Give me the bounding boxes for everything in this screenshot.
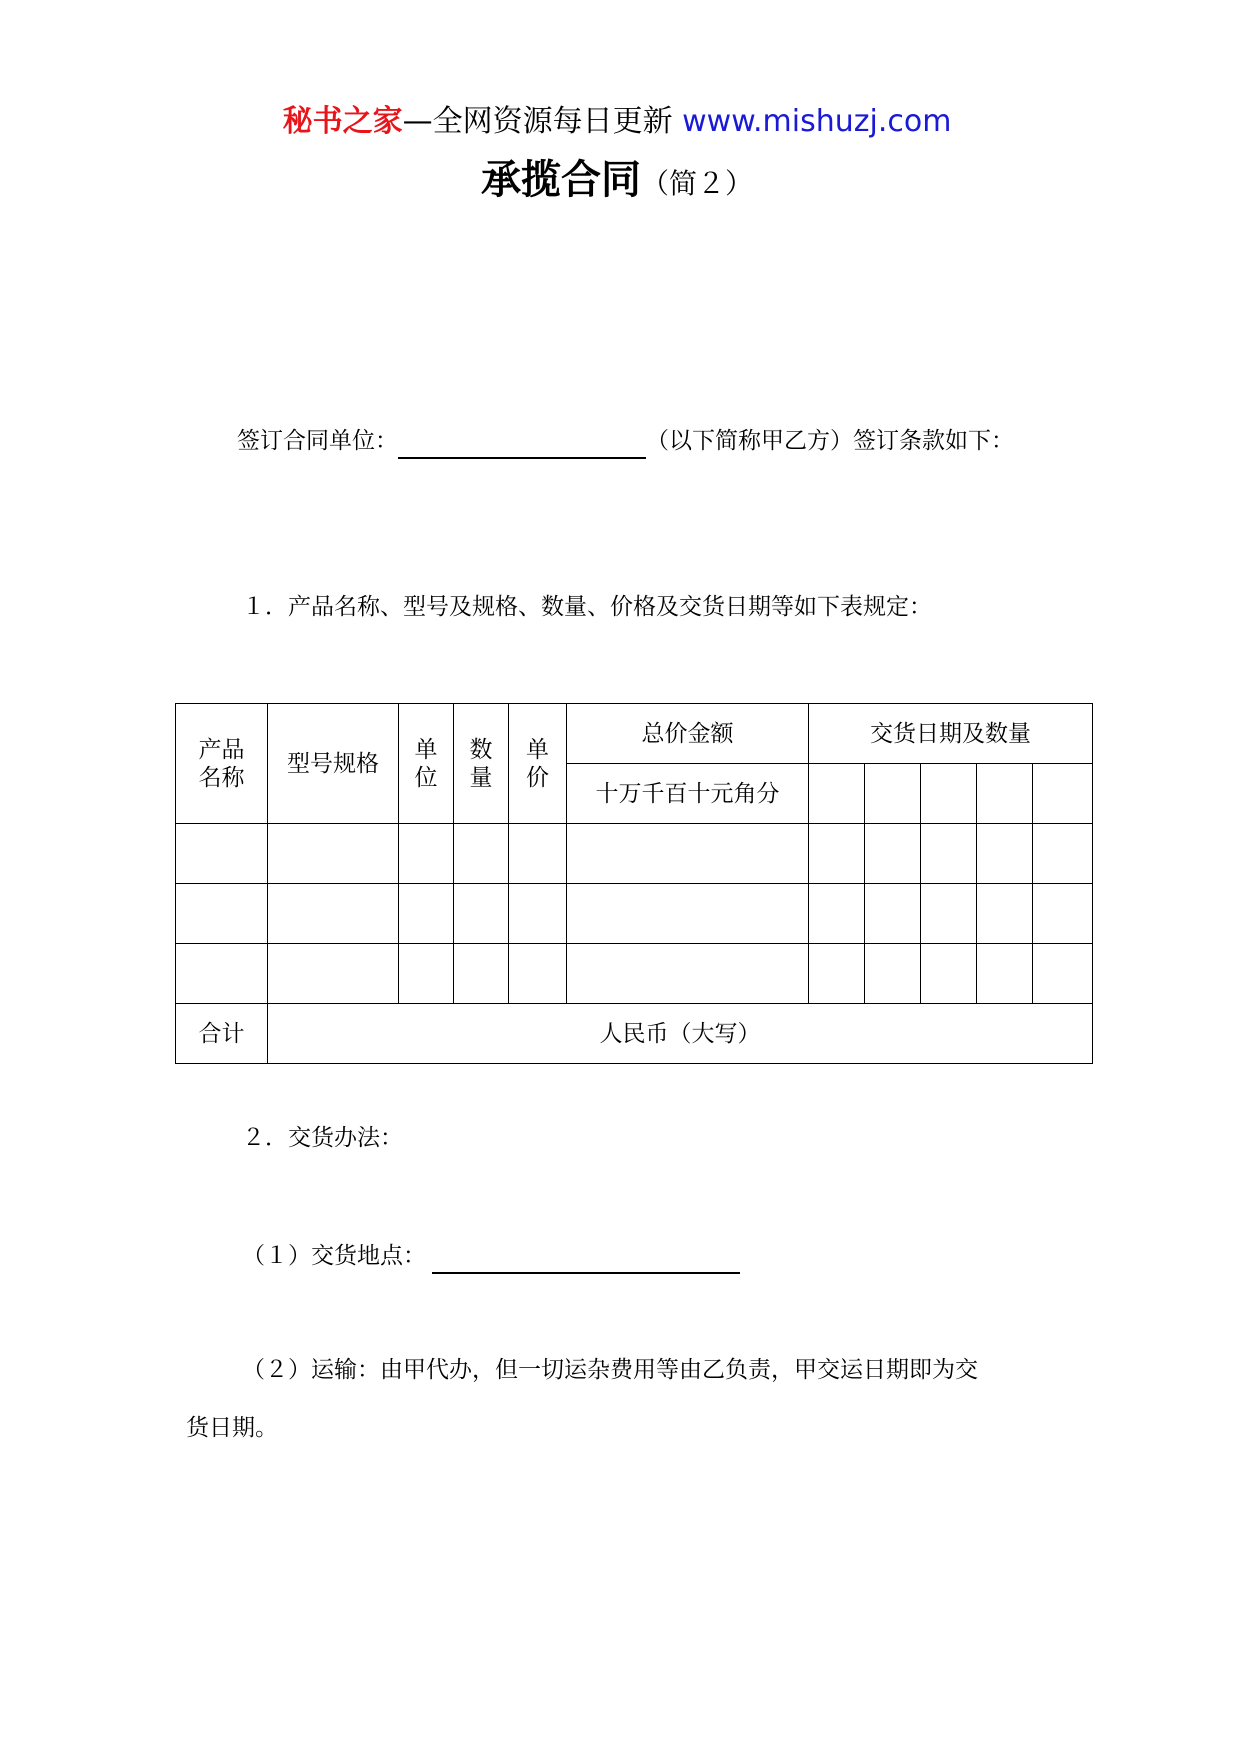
table-row xyxy=(176,824,1093,884)
table-cell[interactable] xyxy=(567,824,809,884)
clause-1: １．产品名称、型号及规格、数量、价格及交货日期等如下表规定： xyxy=(242,594,932,620)
title-sub: （简２） xyxy=(640,167,753,200)
title-main: 承揽合同 xyxy=(480,157,641,203)
total-value[interactable]: 人民币（大写） xyxy=(268,1004,1093,1064)
table-cell[interactable] xyxy=(809,824,865,884)
table-cell[interactable] xyxy=(865,824,921,884)
intro-prefix: 签订合同单位： xyxy=(237,428,398,454)
header-unit: 单位 xyxy=(399,704,454,824)
delivery-location-label: （１）交货地点： xyxy=(242,1243,426,1269)
table-cell[interactable] xyxy=(454,944,509,1004)
delivery-cell[interactable] xyxy=(977,764,1033,824)
table-cell[interactable] xyxy=(1033,824,1093,884)
table-row xyxy=(176,944,1093,1004)
header-digit-units: 十万千百十元角分 xyxy=(567,764,809,824)
intro-suffix: （以下简称甲乙方）签订条款如下： xyxy=(646,428,1014,454)
delivery-cell[interactable] xyxy=(921,764,977,824)
delivery-cell[interactable] xyxy=(1033,764,1093,824)
table-cell[interactable] xyxy=(567,884,809,944)
table-cell[interactable] xyxy=(1033,884,1093,944)
table-cell[interactable] xyxy=(268,884,399,944)
table-cell[interactable] xyxy=(977,884,1033,944)
clause-2-item-2-line1: （２）运输：由甲代办，但一切运杂费用等由乙负责，甲交运日期即为交 xyxy=(242,1357,978,1383)
clause-2-title: ２．交货办法： xyxy=(242,1125,403,1151)
table-cell[interactable] xyxy=(977,824,1033,884)
table-cell[interactable] xyxy=(268,824,399,884)
intro-paragraph xyxy=(237,423,1014,459)
contract-party-blank[interactable] xyxy=(398,431,646,459)
table-cell[interactable] xyxy=(509,944,567,1004)
site-url-link[interactable]: www.mishuzj.com xyxy=(682,104,952,139)
table-cell[interactable] xyxy=(176,824,268,884)
header-model-spec: 型号规格 xyxy=(268,704,399,824)
table-cell[interactable] xyxy=(865,944,921,1004)
document-title xyxy=(0,150,1234,218)
product-table xyxy=(175,703,1093,1064)
table-cell[interactable] xyxy=(454,884,509,944)
header-unit-price: 单价 xyxy=(509,704,567,824)
delivery-location-blank[interactable] xyxy=(432,1246,740,1274)
table-cell[interactable] xyxy=(977,944,1033,1004)
table-cell[interactable] xyxy=(399,824,454,884)
header-total-amount: 总价金额 xyxy=(567,704,809,764)
table-cell[interactable] xyxy=(509,884,567,944)
table-row xyxy=(176,884,1093,944)
table-cell[interactable] xyxy=(509,824,567,884)
table-header-row xyxy=(176,704,1093,764)
delivery-cell[interactable] xyxy=(809,764,865,824)
header-quantity: 数量 xyxy=(454,704,509,824)
table-cell[interactable] xyxy=(809,884,865,944)
table-cell[interactable] xyxy=(454,824,509,884)
clause-2-item-1 xyxy=(242,1238,740,1274)
site-slogan: —全网资源每日更新 xyxy=(402,104,673,139)
table-cell[interactable] xyxy=(268,944,399,1004)
header-delivery: 交货日期及数量 xyxy=(809,704,1093,764)
brand-name: 秘书之家 xyxy=(282,104,403,139)
table-cell[interactable] xyxy=(567,944,809,1004)
table-cell[interactable] xyxy=(1033,944,1093,1004)
table-cell[interactable] xyxy=(921,884,977,944)
table-cell[interactable] xyxy=(399,884,454,944)
table-cell[interactable] xyxy=(176,884,268,944)
clause-2-item-2-line2: 货日期。 xyxy=(186,1415,278,1441)
table-cell[interactable] xyxy=(921,944,977,1004)
table-cell[interactable] xyxy=(176,944,268,1004)
site-header xyxy=(0,100,1234,144)
table-cell[interactable] xyxy=(809,944,865,1004)
total-label: 合计 xyxy=(176,1004,268,1064)
header-product-name: 产品名称 xyxy=(176,704,268,824)
table-cell[interactable] xyxy=(921,824,977,884)
table-cell[interactable] xyxy=(865,884,921,944)
total-row xyxy=(176,1004,1093,1064)
table-cell[interactable] xyxy=(399,944,454,1004)
delivery-cell[interactable] xyxy=(865,764,921,824)
